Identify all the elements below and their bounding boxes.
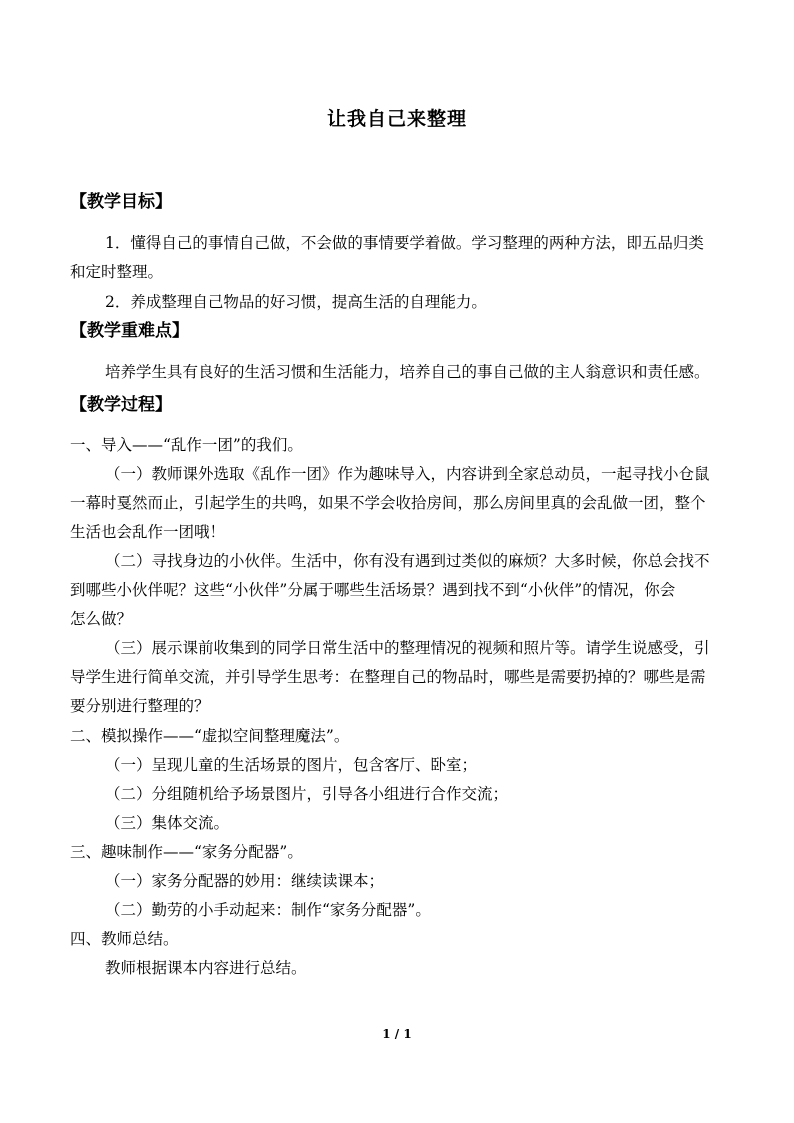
process-part-1-p3-line-2: 导学生进行简单交流，并引导学生思考：在整理自己的物品时，哪些是需要扔掉的？哪些是需 [70, 668, 706, 686]
process-part-1-p2-line-2: 到哪些小伙伴呢？这些“小伙伴”分属于哪些生活场景？遇到找不到“小伙伴”的情况，你会 [70, 581, 676, 599]
process-part-1-title: 一、导入——“乱作一团”的我们。 [70, 436, 303, 454]
process-part-3-title: 三、趣味制作——“家务分配器”。 [70, 843, 303, 861]
process-part-1-p3-line-3: 要分别进行整理的？ [70, 697, 210, 715]
process-part-1-p1-line-1: （一）教师课外选取《乱作一团》作为趣味导入，内容讲到全家总动员，一起寻找小仓鼠 [105, 465, 710, 483]
goal-item-2: 2．养成整理自己物品的好习惯，提高生活的自理能力。 [105, 293, 487, 311]
document-title: 让我自己来整理 [326, 108, 467, 130]
process-part-1-p2-line-3: 怎么做？ [70, 610, 133, 628]
process-part-2-item-2: （二）分组随机给予场景图片，引导各小组进行合作交流； [105, 785, 509, 803]
process-part-4-title: 四、教师总结。 [70, 930, 179, 948]
process-part-2-title: 二、模拟操作——“虚拟空间整理魔法”。 [70, 727, 350, 745]
process-part-4-text: 教师根据课本内容进行总结。 [105, 959, 307, 977]
page-number: 1 / 1 [382, 1027, 412, 1041]
process-part-1-p2-line-1: （二）寻找身边的小伙伴。生活中，你有没有遇到过类似的麻烦？大多时候，你总会找不 [105, 552, 710, 570]
process-part-2-item-1: （一）呈现儿童的生活场景的图片，包含客厅、卧室； [105, 756, 478, 774]
section-heading-process: 【教学过程】 [70, 395, 172, 415]
goal-item-1-line-2: 和定时整理。 [70, 263, 164, 281]
process-part-1-p1-line-2: 一幕时戛然而止，引起学生的共鸣，如果不学会收拾房间，那么房间里真的会乱做一团，整个 [70, 494, 706, 512]
section-heading-goals: 【教学目标】 [70, 192, 172, 212]
process-part-1-p1-line-3: 生活也会乱作一团哦！ [70, 523, 226, 541]
key-points-text: 培养学生具有良好的生活习惯和生活能力，培养自己的事自己做的主人翁意识和责任感。 [105, 363, 710, 381]
process-part-1-p3-line-1: （三）展示课前收集到的同学日常生活中的整理情况的视频和照片等。请学生说感受，引 [105, 639, 710, 657]
goal-item-1-line-1: 1．懂得自己的事情自己做，不会做的事情要学着做。学习整理的两种方法，即五品归类 [105, 234, 704, 252]
process-part-2-item-3: （三）集体交流。 [105, 814, 230, 832]
section-heading-key-points: 【教学重难点】 [70, 321, 189, 341]
process-part-3-item-2: （二）勤劳的小手动起来：制作“家务分配器”。 [105, 901, 431, 919]
process-part-3-item-1: （一）家务分配器的妙用：继续读课本； [105, 872, 385, 890]
